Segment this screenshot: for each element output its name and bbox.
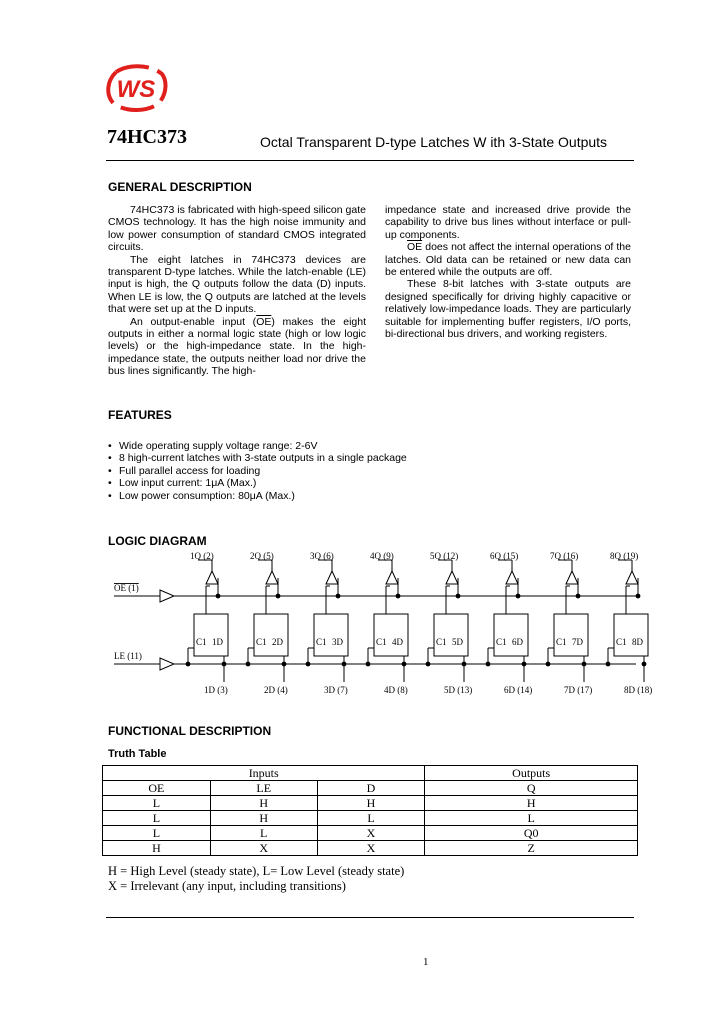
latch-d-label: 7D bbox=[572, 637, 583, 647]
cell: L bbox=[103, 826, 211, 841]
list-item: • Full parallel access for loading bbox=[108, 465, 407, 477]
latch-c-label: C1 bbox=[556, 637, 567, 647]
q-output-label: 2Q (5) bbox=[250, 551, 274, 561]
junction-dot bbox=[366, 662, 371, 667]
cell: X bbox=[317, 826, 425, 841]
truth-table bbox=[102, 765, 638, 856]
junction-dot bbox=[246, 662, 251, 667]
junction-dot bbox=[516, 594, 521, 599]
d-input-label: 1D (3) bbox=[204, 685, 228, 695]
column-oe: $\overline{OE}$ bbox=[103, 781, 211, 796]
junction-dot bbox=[522, 662, 527, 667]
output-buffer-icon bbox=[626, 571, 638, 584]
latch-box bbox=[374, 614, 408, 656]
junction-dot bbox=[216, 594, 221, 599]
column-q: Q bbox=[425, 781, 638, 796]
d-input-label: 4D (8) bbox=[384, 685, 408, 695]
general-para-6: These 8-bit latches with 3-state outputs are designed specifically for driving highly capacitive or relatively low-impedance loads. They are particularly suitable for implementing buffer registers, I/O ports, bi-directional bus drivers, and working registers. bbox=[385, 278, 631, 341]
features-list bbox=[108, 440, 407, 502]
logic-diagram bbox=[106, 548, 666, 698]
output-buffer-icon bbox=[566, 571, 578, 584]
column-le: LE bbox=[210, 781, 317, 796]
latch-box bbox=[494, 614, 528, 656]
latch-d-label: 1D bbox=[212, 637, 223, 647]
latch-d-label: 4D bbox=[392, 637, 403, 647]
oe-overline-text: $\overline{OE}$ bbox=[407, 241, 423, 254]
q-output-label: 5Q (12) bbox=[430, 551, 459, 561]
oe-overline-text: $\overline{OE}$ bbox=[256, 315, 272, 328]
footer-rule bbox=[106, 917, 634, 918]
general-para-4: impedance state and increased drive provide the capability to drive bus lines without interface or pull-up components. bbox=[385, 204, 631, 241]
page-number: 1 bbox=[423, 956, 429, 968]
cell: L bbox=[103, 811, 211, 826]
table-row bbox=[103, 796, 638, 811]
output-buffer-icon bbox=[446, 571, 458, 584]
output-buffer-icon bbox=[326, 571, 338, 584]
note-line: X = Irrelevant (any input, including transitions) bbox=[108, 879, 346, 893]
junction-dot bbox=[342, 662, 347, 667]
junction-dot bbox=[222, 662, 227, 667]
latch-c-label: C1 bbox=[616, 637, 627, 647]
cell: Q0 bbox=[425, 826, 638, 841]
junction-dot bbox=[462, 662, 467, 667]
cell: X bbox=[317, 841, 425, 856]
inputs-group-header: Inputs bbox=[103, 766, 425, 781]
junction-dot bbox=[642, 662, 647, 667]
list-item: • Wide operating supply voltage range: 2-6V bbox=[108, 440, 407, 452]
cell: H bbox=[317, 796, 425, 811]
d-input-label: 7D (17) bbox=[564, 685, 593, 695]
output-buffer-icon bbox=[386, 571, 398, 584]
junction-dot bbox=[486, 662, 491, 667]
latch-c-label: C1 bbox=[256, 637, 267, 647]
table-row bbox=[103, 841, 638, 856]
latch-d-label: 5D bbox=[452, 637, 463, 647]
logic-diagram-heading: LOGIC DIAGRAM bbox=[108, 534, 207, 548]
cell: L bbox=[103, 796, 211, 811]
junction-dot bbox=[282, 662, 287, 667]
outputs-group-header: Outputs bbox=[425, 766, 638, 781]
truth-table-title: Truth Table bbox=[108, 748, 167, 760]
d-input-label: 6D (14) bbox=[504, 685, 533, 695]
table-column-row bbox=[103, 781, 638, 796]
general-para-3: An output-enable input $(\overline{OE})$ makes the eight outputs in either a normal logic state (high or low logic levels) or the high-impedance state. In the high-impedance state, the outputs neither load nor drive the bus lines significantly. The high- bbox=[108, 315, 366, 378]
cell: H bbox=[103, 841, 211, 856]
note-line: H = High Level (steady state), L= Low Level (steady state) bbox=[108, 864, 405, 878]
latch-box bbox=[314, 614, 348, 656]
latch-d-label: 2D bbox=[272, 637, 283, 647]
junction-dot bbox=[576, 594, 581, 599]
latch-c-label: C1 bbox=[196, 637, 207, 647]
latch-c-label: C1 bbox=[316, 637, 327, 647]
latch-box bbox=[254, 614, 288, 656]
latch-c-label: C1 bbox=[436, 637, 447, 647]
ws-logo bbox=[102, 62, 170, 114]
general-para-1: 74HC373 is fabricated with high-speed silicon gate CMOS technology. It has the high noise immunity and low power consumption of standard CMOS integrated circuits. bbox=[108, 204, 366, 254]
table-header-row bbox=[103, 766, 638, 781]
cell: L bbox=[317, 811, 425, 826]
latch-box bbox=[554, 614, 588, 656]
table-row bbox=[103, 811, 638, 826]
cell: H bbox=[425, 796, 638, 811]
list-item: • Low power consumption: 80μA (Max.) bbox=[108, 490, 407, 502]
junction-dot bbox=[276, 594, 281, 599]
junction-dot bbox=[456, 594, 461, 599]
junction-dot bbox=[582, 662, 587, 667]
oe-input-label: OE (1) bbox=[114, 583, 139, 593]
output-buffer-icon bbox=[266, 571, 278, 584]
latch-box bbox=[614, 614, 648, 656]
latch-d-label: 3D bbox=[332, 637, 343, 647]
latch-c-label: C1 bbox=[496, 637, 507, 647]
q-output-label: 3Q (6) bbox=[310, 551, 334, 561]
d-input-label: 8D (18) bbox=[624, 685, 653, 695]
junction-dot bbox=[546, 662, 551, 667]
functional-description-heading: FUNCTIONAL DESCRIPTION bbox=[108, 724, 272, 738]
svg-text:WS: WS bbox=[116, 76, 156, 103]
list-item: • Low input current: 1μA (Max.) bbox=[108, 477, 407, 489]
q-output-label: 8Q (19) bbox=[610, 551, 639, 561]
cell: X bbox=[210, 841, 317, 856]
junction-dot bbox=[426, 662, 431, 667]
le-buffer-icon bbox=[160, 658, 174, 670]
junction-dot bbox=[336, 594, 341, 599]
junction-dot bbox=[606, 662, 611, 667]
q-output-label: 7Q (16) bbox=[550, 551, 579, 561]
general-description-heading: GENERAL DESCRIPTION bbox=[108, 180, 252, 194]
q-output-label: 6Q (15) bbox=[490, 551, 519, 561]
column-d: D bbox=[317, 781, 425, 796]
cell: Z bbox=[425, 841, 638, 856]
d-input-label: 2D (4) bbox=[264, 685, 288, 695]
latch-d-label: 6D bbox=[512, 637, 523, 647]
junction-dot bbox=[636, 594, 641, 599]
cell: L bbox=[425, 811, 638, 826]
table-row bbox=[103, 826, 638, 841]
latch-box bbox=[194, 614, 228, 656]
le-input-label: LE (11) bbox=[114, 651, 142, 661]
junction-dot bbox=[396, 594, 401, 599]
general-para-2: The eight latches in 74HC373 devices are transparent D-type latches. While the latch-enable (LE) input is high, the Q outputs follow the data (D) inputs. When LE is low, the Q outputs are latched at the levels that were set up at the D inputs. bbox=[108, 253, 366, 316]
output-buffer-icon bbox=[506, 571, 518, 584]
part-number: 74HC373 bbox=[107, 126, 187, 148]
features-heading: FEATURES bbox=[108, 408, 172, 422]
junction-dot bbox=[402, 662, 407, 667]
d-input-label: 5D (13) bbox=[444, 685, 473, 695]
oe-buffer-icon bbox=[160, 590, 174, 602]
general-para-5: $\overline{OE}$ does not affect the internal operations of the latches. Old data can be retained or new data can be entered while the outputs are off. bbox=[385, 241, 631, 279]
header-rule bbox=[106, 160, 634, 161]
truth-table-notes bbox=[108, 864, 404, 894]
q-output-label: 4Q (9) bbox=[370, 551, 394, 561]
d-input-label: 3D (7) bbox=[324, 685, 348, 695]
latch-c-label: C1 bbox=[376, 637, 387, 647]
cell: H bbox=[210, 796, 317, 811]
junction-dot bbox=[186, 662, 191, 667]
cell: H bbox=[210, 811, 317, 826]
latch-d-label: 8D bbox=[632, 637, 643, 647]
document-subtitle: Octal Transparent D-type Latches W ith 3-State Outputs bbox=[260, 134, 608, 150]
latch-box bbox=[434, 614, 468, 656]
junction-dot bbox=[306, 662, 311, 667]
general-description-left-column bbox=[108, 204, 366, 378]
general-description-right-column bbox=[385, 204, 631, 340]
cell: L bbox=[210, 826, 317, 841]
output-buffer-icon bbox=[206, 571, 218, 584]
list-item: • 8 high-current latches with 3-state outputs in a single package bbox=[108, 452, 407, 464]
q-output-label: 1Q (2) bbox=[190, 551, 214, 561]
